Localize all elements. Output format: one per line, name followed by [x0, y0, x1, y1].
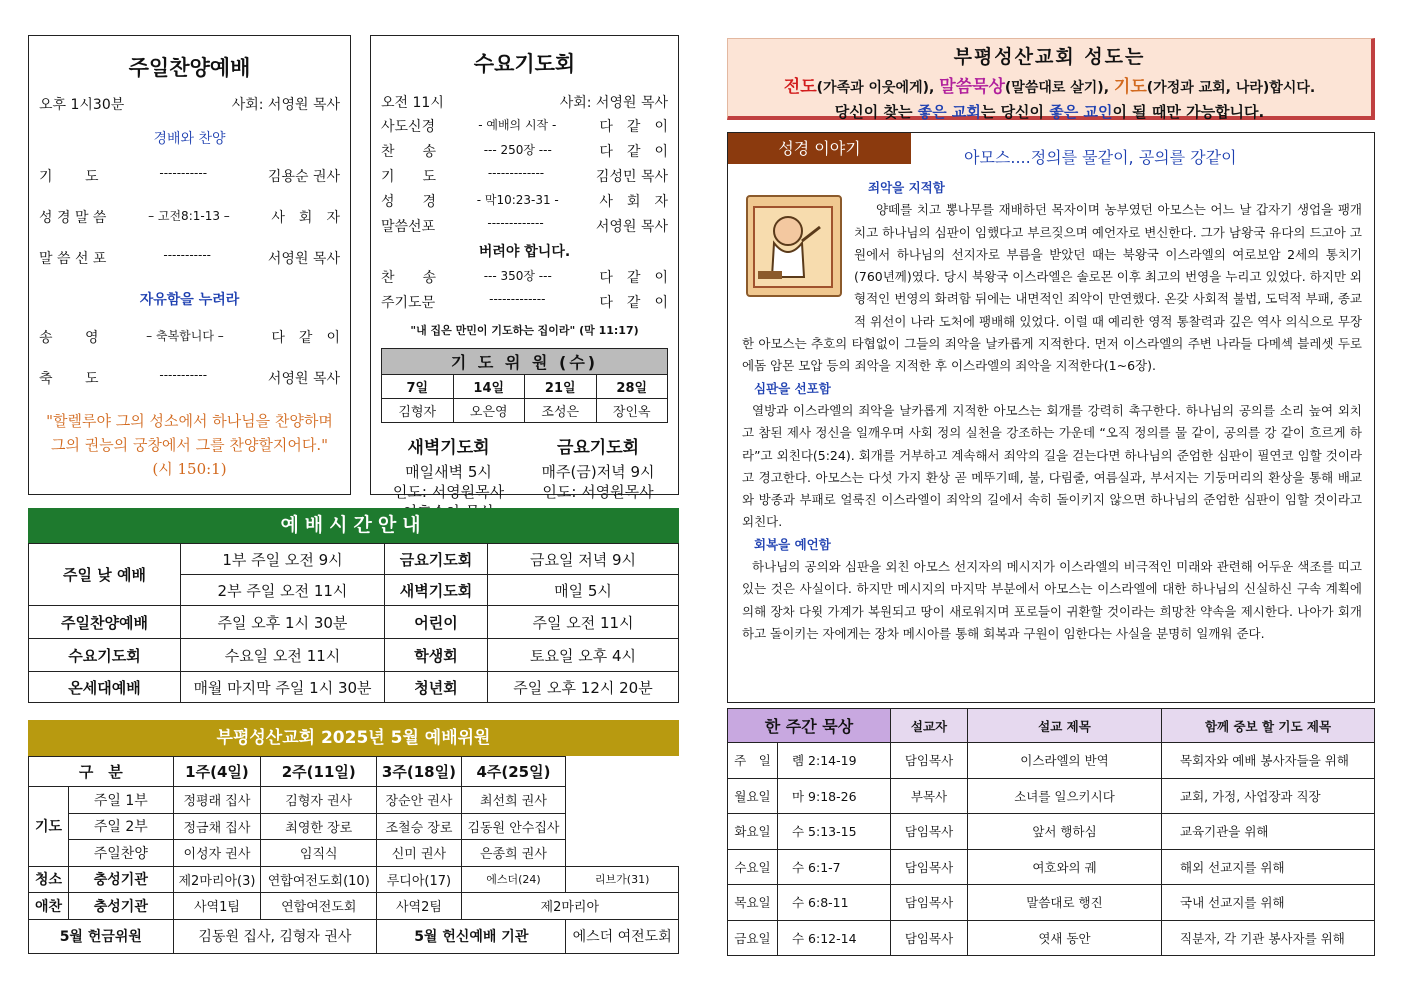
friday-line: 매주(금)저녁 9시: [541, 463, 655, 481]
weekly-cell: 교회, 가정, 사업장과 직장: [1162, 778, 1375, 814]
banner-evangelism: 전도: [783, 77, 817, 97]
duty-footer-cell: 에스더 여전도회: [566, 919, 679, 953]
program-who: 다 같 이: [599, 119, 668, 135]
program-item: [39, 207, 340, 227]
wednesday-pray-line: 버려야 합니다.: [478, 244, 571, 260]
program-item: [381, 267, 668, 287]
schedule-row: [29, 639, 679, 672]
banner-title: 부평성산교회 성도는: [953, 46, 1146, 68]
schedule-title: 예배시간안내: [28, 508, 679, 543]
program-mid: --- 350장 ---: [483, 269, 552, 283]
committee-title: 기 도 위 원 (수): [382, 349, 668, 375]
program-mid: - 예배의 시작 -: [478, 118, 557, 132]
weekly-row: [728, 778, 1375, 814]
weekly-row: [728, 920, 1375, 956]
weekly-cell: 이스라엘의 반역: [968, 743, 1162, 779]
schedule-cell: 주일찬양예배: [29, 606, 181, 639]
weekly-cell: 담임목사: [891, 885, 968, 921]
duty-cell: 정평래 집사: [173, 787, 261, 814]
weekly-cell: 교육기관을 위해: [1162, 814, 1375, 850]
banner-meditation: 말씀묵상: [939, 77, 1005, 97]
program-mid: - 막10:23-31 -: [476, 193, 559, 207]
duty-cell: 조철승 장로: [377, 813, 461, 840]
duty-cell: 충성기관: [69, 866, 174, 893]
schedule-cell: 수요기도회: [29, 639, 181, 672]
story-paragraph1: 양떼를 치고 뽕나무를 재배하던 목자이며 농부였던 아모스는 어느 날 갑자기 생업을 팽개치고 하나님의 심판이 임했다고 부르짖으며 예언자로 변신한다. 그가 남왕국 유다의 드고아 고원에서 하나님의 선지자로 부름을 받았던 때는 북왕국 이스라엘의 여로보암 2세의 통치기(760년께)였다. 당시 북왕국 이스라엘은 솔로몬 이후 최고의 번영을 누리고 있었다. 하지만 외형적인 번영의 화려함 뒤에는 내면적인 죄악이 만연했다. 온갖 사회적 불법, 도덕적 부패, 종교적 위선이 나라 도처에 팽배해 있었다. 이럴 때 예리한 영적 통찰력과 깊은 역사 의식으로 무장한 아모스는 추호의 타협없이 그들의 죄악을 날카롭게 지적한다. 먼저 이스라엘의 주변 나라들 다메섹 블레셋 두로 에돔 암몬 모압 등의 죄악을 지적한 후 이스라엘의 죄악을 지적한다(1~6장).: [742, 202, 1362, 374]
schedule-cell: 주일 오후 1시 30분: [181, 606, 385, 639]
duty-row: [29, 893, 679, 920]
banner-text: (말씀대로 살기),: [1004, 80, 1114, 96]
weekly-cell: 담임목사: [891, 814, 968, 850]
program-label: 축 도: [39, 371, 99, 387]
weekly-head: 함께 중보 할 기도 제목: [1162, 709, 1375, 743]
program-item: [39, 248, 340, 268]
duty-cell: 제2마리아(3): [173, 866, 261, 893]
story-tab: 성경 이야기: [728, 133, 911, 164]
duty-cell: 연합여전도회: [261, 893, 377, 920]
schedule-cell: 어린이: [385, 606, 488, 639]
schedule-cell: 매일 5시: [488, 575, 679, 606]
committee-table: [381, 348, 668, 423]
duty-cell: 주일 2부: [69, 813, 174, 840]
program-label: 기 도: [39, 169, 99, 185]
duty-footer-cell: 5월 헌금위원: [29, 919, 174, 953]
duty-cell: 신미 권사: [377, 840, 461, 867]
weekly-row: [728, 885, 1375, 921]
weekly-cell: 수 6:1-7: [778, 849, 891, 885]
duty-cell: 청소: [29, 866, 69, 893]
committee-head: 14일: [453, 375, 525, 399]
weekly-table: [727, 708, 1375, 956]
program-label: 성 경 말 씀: [39, 210, 107, 226]
duty-footer-cell: 5월 헌신예배 기관: [377, 919, 566, 953]
program-label: 주기도문: [381, 295, 436, 311]
weekly-cell: 앞서 행하심: [968, 814, 1162, 850]
duty-cell: 연합여전도회(10): [261, 866, 377, 893]
program-label: 말 씀 선 포: [39, 251, 107, 267]
duty-pray-label: 기도: [29, 787, 69, 867]
bible-story-box: [727, 132, 1375, 703]
program-mid: -------------: [489, 292, 546, 306]
duty-cell: 임직식: [261, 840, 377, 867]
program-who: 서영원 목사: [267, 371, 340, 387]
program-mid: -----------: [159, 368, 208, 382]
banner: [727, 38, 1375, 120]
duty-table: [28, 756, 679, 954]
schedule-cell: 금요일 저녁 9시: [488, 544, 679, 575]
schedule-cell: 토요일 오후 4시: [488, 639, 679, 672]
weekly-head-row: [728, 709, 1375, 743]
committee-head: 7일: [382, 375, 454, 399]
sunday-leader: 사회: 서영원 목사: [231, 97, 340, 113]
program-label: 찬 송: [381, 270, 437, 286]
duty-head: 4주(25일): [461, 757, 566, 787]
schedule-table: [28, 543, 679, 703]
weekly-head: 설교 제목: [968, 709, 1162, 743]
friday-title: 금요기도회: [556, 438, 640, 458]
weekly-cell: 롐 2:14-19: [778, 743, 891, 779]
committee-name: 오은영: [453, 399, 525, 423]
duty-cell: 제2마리아: [461, 893, 678, 920]
duty-section: [28, 720, 679, 954]
weekly-cell: 수 6:8-11: [778, 885, 891, 921]
program-label: 사도신경: [381, 119, 436, 135]
banner-text: 는 당신이: [980, 103, 1050, 121]
duty-footer-cell: 김동원 집사, 김형자 권사: [173, 919, 377, 953]
banner-line2: [728, 101, 1371, 122]
story-title: 아모스....정의를 물같이, 공의를 강같이: [964, 148, 1237, 167]
program-item: [381, 191, 668, 211]
duty-cell: 정금채 집사: [173, 813, 261, 840]
sunday-title: 주일찬양예배: [128, 56, 251, 80]
program-mid: -------------: [487, 216, 544, 230]
program-item: [39, 166, 340, 186]
program-item: [39, 327, 340, 347]
duty-cell: 김형자 권사: [261, 787, 377, 814]
schedule-cell: 금요기도회: [385, 544, 488, 575]
committee-name: 김형자: [382, 399, 454, 423]
committee-head: 21일: [525, 375, 597, 399]
program-item: [39, 368, 340, 388]
dawn-line: 매일새벽 5시: [405, 463, 492, 481]
duty-cell: 최선희 권사: [461, 787, 566, 814]
duty-row: [29, 813, 679, 840]
schedule-cell: 청년회: [385, 672, 488, 703]
wednesday-box: [370, 35, 679, 501]
duty-cell: 장순안 권사: [377, 787, 461, 814]
weekly-cell: 수 6:12-14: [778, 920, 891, 956]
story-heading3: 회복을 예언함: [754, 536, 831, 552]
duty-cell: 주일 1부: [69, 787, 174, 814]
banner-prayer: 기도: [1113, 77, 1147, 97]
sunday-verse: "할렐루야 그의 성소에서 하나님을 찬양하며 그의 권능의 궁창에서 그를 찬양할지어다." (시 150:1): [46, 412, 333, 478]
committee-name: 장인옥: [596, 399, 668, 423]
program-who: 서영원 목사: [595, 219, 668, 235]
duty-head: 3주(18일): [377, 757, 461, 787]
program-who: 서영원 목사: [267, 251, 340, 267]
duty-cell: 리브가(31): [566, 866, 679, 893]
banner-text: (가족과 이웃에게),: [816, 80, 940, 96]
schedule-cell: 학생회: [385, 639, 488, 672]
schedule-cell: 매월 마지막 주일 1시 30분: [181, 672, 385, 703]
weekly-cell: 목요일: [728, 885, 778, 921]
weekly-row: [728, 814, 1375, 850]
duty-head: 1주(4일): [173, 757, 261, 787]
duty-row: [29, 840, 679, 867]
program-who: 사 회 자: [271, 210, 340, 226]
schedule-cell: 온세대예배: [29, 672, 181, 703]
schedule-cell: 주일 오전 11시: [488, 606, 679, 639]
weekly-row: [728, 743, 1375, 779]
weekly-cell: 여호와의 궤: [968, 849, 1162, 885]
duty-cell: 루디아(17): [377, 866, 461, 893]
program-label: 성 경: [381, 194, 437, 210]
schedule-section: [28, 508, 679, 703]
weekly-section: [727, 708, 1375, 956]
duty-row: [29, 787, 679, 814]
weekly-cell: 주 일: [728, 743, 778, 779]
weekly-cell: 화요일: [728, 814, 778, 850]
duty-cell: 충성기관: [69, 893, 174, 920]
banner-text: 이 될 때만 가능합니다.: [1112, 103, 1265, 121]
banner-line1: [728, 72, 1371, 97]
schedule-row: [29, 672, 679, 703]
schedule-cell: 2부 주일 오전 11시: [181, 575, 385, 606]
weekly-cell: 담임목사: [891, 743, 968, 779]
schedule-cell: 수요일 오전 11시: [181, 639, 385, 672]
program-who: 다 같 이: [271, 330, 340, 346]
duty-head: 구 분: [29, 757, 174, 787]
weekly-cell: 담임목사: [891, 920, 968, 956]
story-heading2: 심판을 선포함: [754, 380, 831, 396]
duty-cell: 사역1팀: [173, 893, 261, 920]
banner-good-member: 좋은 교인: [1049, 103, 1113, 121]
duty-footer-row: [29, 919, 679, 953]
weekly-cell: 해외 선교지를 위해: [1162, 849, 1375, 885]
duty-row: [29, 866, 679, 893]
duty-head: 2주(11일): [261, 757, 377, 787]
banner-text: (가정과 교회, 나라)합시다.: [1146, 80, 1316, 96]
weekly-cell: 국내 선교지를 위해: [1162, 885, 1375, 921]
dawn-line: 인도: 서영원목사: [392, 483, 505, 501]
story-paragraph2: 열방과 이스라엘의 죄악을 날카롭게 지적한 아모스는 회개를 강력히 촉구한다. 하나님의 공의를 소리 높여 외치고 참된 제사 정신을 일깨우며 사회 정의 실천을 강조하는 가운데 “오직 정의를 물 같이, 공의를 강 같이 흐르게 하라”고 외친다(5:24). 회개를 거부하고 계속해서 죄악의 길을 걷는다면 하나님의 준엄한 심판이 필연코 임할 것이라고 경고한다. 아모스는 다섯 가지 환상 곧 메뚜기떼, 불, 다림줄, 여름실과, 부서지는 기둥머리의 환상을 통해 배교와 방종과 부패로 얼룩진 이스라엘이 죄악의 길에서 속히 돌이키지 않으면 하나님의 준엄한 심판이 임할 것이라고 외친다.: [742, 402, 1362, 530]
weekly-cell: 직분자, 각 기관 봉사자를 위해: [1162, 920, 1375, 956]
sunday-worship-box: [28, 35, 351, 495]
weekly-cell: 소녀를 일으키시다: [968, 778, 1162, 814]
program-item: [381, 166, 668, 186]
program-item: [381, 216, 668, 236]
banner-text: 당신이 찾는: [834, 103, 918, 121]
wednesday-time: 오전 11시: [381, 95, 444, 111]
program-who: 김성민 목사: [595, 169, 668, 185]
friday-line: 인도: 서영원목사: [542, 483, 654, 501]
program-item: [381, 141, 668, 161]
wednesday-title: 수요기도회: [473, 52, 576, 76]
wednesday-leader: 사회: 서영원 목사: [559, 95, 668, 111]
duty-cell: 사역2팀: [377, 893, 461, 920]
duty-cell: 주일찬양: [69, 840, 174, 867]
weekly-cell: 엿새 동안: [968, 920, 1162, 956]
duty-cell: 은종희 권사: [461, 840, 566, 867]
weekly-cell: 마 9:18-26: [778, 778, 891, 814]
schedule-cell: 주일 낮 예배: [29, 544, 181, 606]
weekly-cell: 목회자와 예배 봉사자들을 위해: [1162, 743, 1375, 779]
schedule-cell: 1부 주일 오전 9시: [181, 544, 385, 575]
duty-head-row: [29, 757, 679, 787]
committee-name: 조성은: [525, 399, 597, 423]
schedule-cell: 주일 오후 12시 20분: [488, 672, 679, 703]
wednesday-quote: "내 집은 만민이 기도하는 집이라" (막 11:17): [410, 324, 639, 337]
program-label: 찬 송: [381, 144, 437, 160]
duty-cell: 이성자 권사: [173, 840, 261, 867]
program-label: 송 영: [39, 330, 99, 346]
schedule-row: [29, 606, 679, 639]
sunday-section1: 경배와 찬양: [153, 131, 226, 147]
program-mid: – 축복합니다 –: [146, 329, 224, 343]
program-mid: – 고전8:1-13 –: [148, 209, 230, 223]
program-mid: -----------: [163, 248, 211, 262]
weekly-cell: 부목사: [891, 778, 968, 814]
program-label: 기 도: [381, 169, 437, 185]
dawn-title: 새벽기도회: [407, 438, 490, 458]
duty-cell: 김동원 안수집사: [461, 813, 566, 840]
sunday-time: 오후 1시30분: [39, 97, 125, 113]
weekly-cell: 담임목사: [891, 849, 968, 885]
weekly-cell: 월요일: [728, 778, 778, 814]
program-mid: -------------: [487, 166, 545, 180]
duty-cell: 에스더(24): [461, 866, 566, 893]
duty-cell: 애찬: [29, 893, 69, 920]
weekly-cell: 수 5:13-15: [778, 814, 891, 850]
story-paragraph3: 하나님의 공의와 심판을 외친 아모스 선지자의 메시지가 이스라엘의 비극적인 미래와 관련해 어두운 색조를 띠고 있는 것은 사실이다. 하지만 메시지의 마지막 부분에서 아모스는 이스라엘에 대한 하나님의 신실하신 구속 계획에 의해 장차 다윗 가계가 복원되고 땅이 새로워지며 포로들이 귀환할 것이라는 희망찬 약속을 제시한다. 나아가 회개하고 돌이키는 자에게는 장차 메시아를 통해 회복과 구원이 임한다는 사실을 분명히 일깨워 준다.: [742, 559, 1362, 641]
duty-title: 부평성산교회 2025년 5월 예배위원: [28, 720, 679, 756]
program-who: 다 같 이: [599, 270, 668, 286]
program-item: [381, 116, 668, 136]
schedule-cell: 새벽기도회: [385, 575, 488, 606]
program-item: [381, 292, 668, 312]
program-who: 김용순 권사: [267, 169, 340, 185]
program-who: 다 같 이: [599, 144, 668, 160]
story-heading1: 죄악을 지적함: [868, 180, 945, 195]
weekly-row: [728, 849, 1375, 885]
weekly-head: 설교자: [891, 709, 968, 743]
program-who: 사 회 자: [599, 194, 668, 210]
weekly-cell: 말씀대로 행진: [968, 885, 1162, 921]
program-mid: --- 250장 ---: [483, 143, 552, 157]
weekly-cell: 금요일: [728, 920, 778, 956]
banner-good-church: 좋은 교회: [917, 103, 981, 121]
program-label: 말씀선포: [381, 219, 436, 235]
program-who: 다 같 이: [599, 295, 668, 311]
weekly-head: 한 주간 묵상: [728, 709, 891, 743]
program-mid: -----------: [159, 166, 208, 180]
schedule-row: [29, 544, 679, 575]
weekly-cell: 수요일: [728, 849, 778, 885]
sunday-section2: 자유함을 누려라: [139, 292, 240, 308]
duty-cell: 최영한 장로: [261, 813, 377, 840]
committee-head: 28일: [596, 375, 668, 399]
